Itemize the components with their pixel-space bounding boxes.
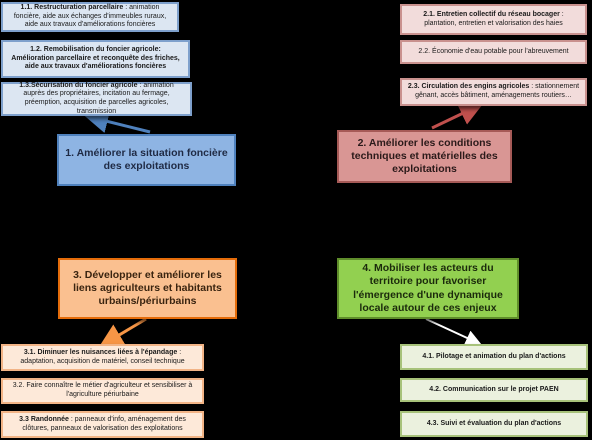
- arrow-axis3: [104, 319, 146, 344]
- item-3-3: 3.3 Randonnée : panneaux d'info, aménagement des clôtures, panneaux de valorisation des exploitations: [1, 411, 204, 438]
- arrow-axis2: [432, 106, 478, 128]
- item-4-1: 4.1. Pilotage et animation du plan d'actions: [400, 344, 588, 370]
- item-3-2: 3.2. Faire connaître le métier d'agriculteur et sensibiliser à l'agriculture périurbaine: [1, 378, 204, 404]
- item-1-1: 1.1. Restructuration parcellaire : animation foncière, aide aux échanges d'immeubles ruraux, aide aux travaux d'améliorations foncières: [1, 2, 179, 32]
- item-3-1: 3.1. Diminuer les nuisances liées à l'épandage : adaptation, acquisition de matériel, conseil technique: [1, 344, 204, 371]
- axis-4-box: 4. Mobiliser les acteurs du territoire pour favoriser l'émergence d'une dynamique locale autour de ces enjeux: [337, 258, 519, 319]
- item-4-2: 4.2. Communication sur le projet PAEN: [400, 378, 588, 402]
- item-1-2: 1.2. Remobilisation du foncier agricole: Amélioration parcellaire et reconquête des friches, aide aux travaux d'améliorations foncières: [1, 40, 190, 78]
- arrow-axis1: [90, 117, 150, 132]
- axis-1-box: 1. Améliorer la situation foncière des exploitations: [57, 134, 236, 186]
- item-4-3: 4.3. Suivi et évaluation du plan d'actions: [400, 411, 588, 437]
- item-1-3: 1.3.Sécurisation du foncier agricole : animation auprès des propriétaires, incitation au fermage, préemption, acquisition de parcelles agricoles, transmission: [1, 82, 192, 116]
- axis-2-box: 2. Améliorer les conditions techniques et matérielles des exploitations: [337, 130, 512, 183]
- item-2-1: 2.1. Entretien collectif du réseau bocager : plantation, entretien et valorisation des haies: [400, 4, 587, 35]
- arrow-axis4: [426, 319, 478, 343]
- axis-3-box: 3. Développer et améliorer les liens agriculteurs et habitants urbains/périurbains: [58, 258, 237, 319]
- item-2-3: 2.3. Circulation des engins agricoles : stationnement gênant, accès bâtiment, aménagements routiers…: [400, 78, 587, 106]
- item-2-2: 2.2. Économie d'eau potable pour l'abreuvement: [400, 40, 587, 64]
